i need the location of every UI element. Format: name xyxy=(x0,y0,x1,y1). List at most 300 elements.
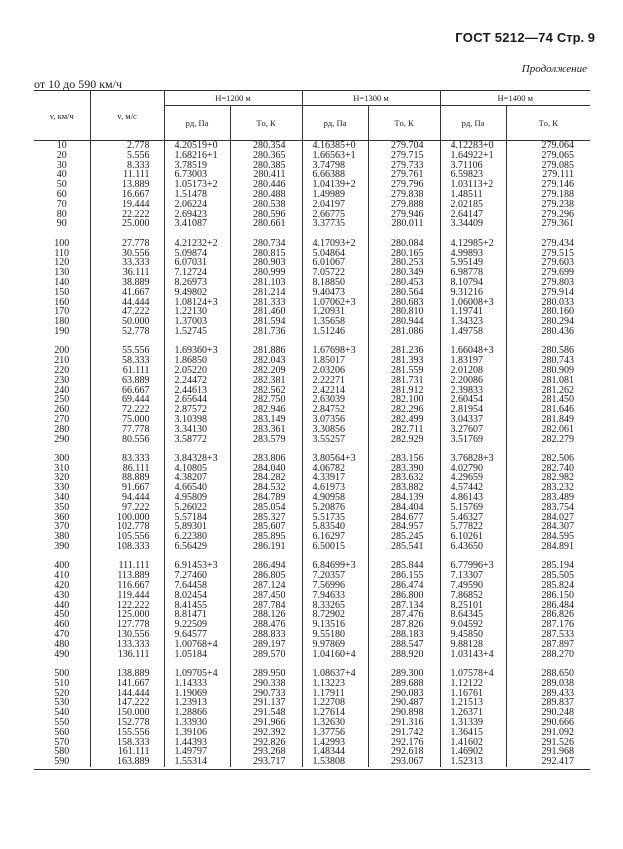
cell-temp-1300: 289.300 xyxy=(368,669,440,679)
cell-temp-1400: 286.484 xyxy=(541,599,574,611)
cell-temp-1300: 289.688 xyxy=(368,679,440,689)
cell-speed-kmh: 590 xyxy=(34,757,90,767)
cell-temp-1200: 284.789 xyxy=(230,493,302,503)
cell-pressure-1400: 7.49590 xyxy=(440,581,506,591)
cell-temp-1200: 280.488 xyxy=(230,190,302,200)
table-row xyxy=(34,415,590,425)
cell-pressure-1300: 3.80564+3 xyxy=(302,454,368,464)
cell-speed-kmh: 370 xyxy=(34,522,90,532)
cell-temp-1400: 279.064 xyxy=(541,140,574,151)
cell-pressure-1200: 2.44613 xyxy=(164,386,230,396)
cell-speed-ms: 147.222 xyxy=(90,698,164,708)
cell-temp-1300: 280.011 xyxy=(368,219,440,229)
cell-pressure-1200: 1.39106 xyxy=(164,728,230,738)
cell-pressure-1200: 1.51478 xyxy=(164,190,230,200)
cell-speed-ms: 91.667 xyxy=(90,483,164,493)
cell-pressure-1300: 4.33917 xyxy=(302,473,368,483)
cell-pressure-1300: 1.07062+3 xyxy=(302,298,368,308)
cell-temp-1400: 281.849 xyxy=(541,413,574,425)
cell-temp-1200: 282.043 xyxy=(230,356,302,366)
cell-pressure-1300: 9.55180 xyxy=(302,630,368,640)
table-row xyxy=(34,542,590,552)
cell-temp-1300: 288.920 xyxy=(368,650,440,660)
cell-pressure-1300: 2.66775 xyxy=(302,210,368,220)
row-spacer xyxy=(34,229,590,239)
cell-pressure-1300: 2.42214 xyxy=(302,386,368,396)
cell-temp-1300: 282.711 xyxy=(368,425,440,435)
cell-speed-ms: 83.333 xyxy=(90,454,164,464)
cell-pressure-1200: 6.56429 xyxy=(164,542,230,552)
cell-pressure-1400: 2.02185 xyxy=(440,200,506,210)
cell-speed-kmh: 430 xyxy=(34,591,90,601)
subheader-pressure: pд, Па xyxy=(440,106,506,141)
table-row xyxy=(34,268,590,278)
cell-pressure-1400: 5.15769 xyxy=(440,503,506,513)
cell-pressure-1400: 9.45850 xyxy=(440,630,506,640)
cell-pressure-1300: 1.08637+4 xyxy=(302,669,368,679)
cell-temp-1200: 281.460 xyxy=(230,307,302,317)
cell-temp-1300: 287.826 xyxy=(368,620,440,630)
cell-temp-1400: 290.666 xyxy=(541,717,574,728)
cell-temp-1400: 279.111 xyxy=(542,169,574,181)
cell-speed-ms: 130.556 xyxy=(90,630,164,640)
cell-temp-1200: 285.327 xyxy=(230,513,302,523)
cell-pressure-1200: 5.57184 xyxy=(164,513,230,523)
cell-pressure-1200: 9.64577 xyxy=(164,630,230,640)
cell-temp-1200: 287.784 xyxy=(230,601,302,611)
cell-pressure-1300: 1.22708 xyxy=(302,698,368,708)
cell-speed-kmh: 40 xyxy=(34,170,90,180)
table-row xyxy=(34,170,590,180)
cell-temp-1300: 279.761 xyxy=(368,170,440,180)
cell-pressure-1200: 2.65644 xyxy=(164,395,230,405)
cell-temp-1400: 279.515 xyxy=(541,247,574,259)
cell-speed-kmh: 270 xyxy=(34,415,90,425)
cell-temp-1400: 289.038 xyxy=(541,677,574,689)
cell-speed-kmh: 180 xyxy=(34,317,90,327)
cell-pressure-1300: 7.56996 xyxy=(302,581,368,591)
cell-pressure-1300: 1.51246 xyxy=(302,327,368,337)
cell-speed-kmh: 540 xyxy=(34,708,90,718)
cell-speed-kmh: 290 xyxy=(34,435,90,445)
cell-temp-1200: 281.736 xyxy=(230,327,302,337)
cell-pressure-1200: 4.10805 xyxy=(164,464,230,474)
cell-temp-1400: 291.968 xyxy=(541,746,574,758)
cell-pressure-1400: 3.04337 xyxy=(440,415,506,425)
cell-pressure-1300: 2.84752 xyxy=(302,405,368,415)
cell-temp-1300: 290.898 xyxy=(368,708,440,718)
cell-temp-1400: 280.909 xyxy=(541,364,574,376)
cell-pressure-1400: 4.02790 xyxy=(440,464,506,474)
cell-speed-kmh: 580 xyxy=(34,747,90,757)
cell-speed-ms: 119.444 xyxy=(90,591,164,601)
cell-speed-kmh: 170 xyxy=(34,307,90,317)
cell-speed-kmh: 300 xyxy=(34,454,90,464)
cell-temp-1300: 284.404 xyxy=(368,503,440,513)
cell-speed-ms: 38.889 xyxy=(90,278,164,288)
cell-pressure-1200: 4.20519+0 xyxy=(164,141,230,151)
cell-temp-1300: 280.253 xyxy=(368,258,440,268)
cell-temp-1200: 285.054 xyxy=(230,503,302,513)
cell-pressure-1300: 3.30856 xyxy=(302,425,368,435)
cell-pressure-1300: 2.03206 xyxy=(302,366,368,376)
cell-temp-1200: 287.450 xyxy=(230,591,302,601)
cell-pressure-1200: 1.28866 xyxy=(164,708,230,718)
cell-pressure-1400: 2.01208 xyxy=(440,366,506,376)
cell-temp-1300: 286.474 xyxy=(368,581,440,591)
cell-temp-1300: 283.882 xyxy=(368,483,440,493)
cell-pressure-1200: 4.66540 xyxy=(164,483,230,493)
cell-pressure-1200: 1.33930 xyxy=(164,718,230,728)
cell-pressure-1400: 3.51769 xyxy=(440,435,506,445)
cell-speed-kmh: 240 xyxy=(34,386,90,396)
cell-pressure-1400: 5.46327 xyxy=(440,513,506,523)
cell-pressure-1200: 2.06224 xyxy=(164,200,230,210)
cell-temp-1300: 284.957 xyxy=(368,522,440,532)
cell-speed-kmh: 480 xyxy=(34,640,90,650)
cell-speed-ms: 133.333 xyxy=(90,640,164,650)
cell-temp-1400: 281.646 xyxy=(541,404,574,416)
cell-temp-1300: 280.683 xyxy=(368,298,440,308)
cell-pressure-1200: 5.09874 xyxy=(164,249,230,259)
cell-temp-1400: 279.914 xyxy=(541,286,574,298)
cell-temp-1300: 280.165 xyxy=(368,249,440,259)
cell-temp-1400: 279.803 xyxy=(541,276,574,288)
atmosphere-table xyxy=(34,90,590,770)
cell-speed-kmh: 470 xyxy=(34,630,90,640)
cell-speed-kmh: 460 xyxy=(34,620,90,630)
cell-pressure-1200: 1.69360+3 xyxy=(164,346,230,356)
cell-pressure-1400: 4.29659 xyxy=(440,473,506,483)
cell-temp-1200: 280.999 xyxy=(230,268,302,278)
cell-temp-1300: 279.888 xyxy=(368,200,440,210)
cell-speed-ms: 80.556 xyxy=(90,435,164,445)
cell-pressure-1300: 1.04139+2 xyxy=(302,180,368,190)
table-row xyxy=(34,425,590,435)
cell-pressure-1400: 1.03143+4 xyxy=(440,650,506,660)
cell-temp-1400: 282.740 xyxy=(541,462,574,474)
table-row xyxy=(34,219,590,229)
cell-speed-ms: 138.889 xyxy=(90,669,164,679)
cell-temp-1200: 280.365 xyxy=(230,151,302,161)
cell-pressure-1200: 6.91453+3 xyxy=(164,561,230,571)
cell-pressure-1400: 1.66048+3 xyxy=(440,346,506,356)
table-row xyxy=(34,454,590,464)
cell-temp-1200: 280.354 xyxy=(230,141,302,151)
cell-pressure-1400: 1.36415 xyxy=(440,728,506,738)
cell-pressure-1400: 3.76828+3 xyxy=(440,454,506,464)
cell-speed-ms: 11.111 xyxy=(90,170,164,180)
cell-temp-1200: 280.411 xyxy=(230,170,302,180)
cell-speed-kmh: 490 xyxy=(34,650,90,660)
cell-temp-1200: 285.607 xyxy=(230,522,302,532)
cell-temp-1200: 292.826 xyxy=(230,738,302,748)
cell-temp-1300: 291.742 xyxy=(368,728,440,738)
cell-speed-ms: 27.778 xyxy=(90,239,164,249)
cell-speed-ms: 97.222 xyxy=(90,503,164,513)
row-spacer xyxy=(34,337,590,347)
subheader-temperature: Tо, К xyxy=(538,118,558,128)
cell-temp-1300: 281.559 xyxy=(368,366,440,376)
cell-temp-1200: 280.446 xyxy=(230,180,302,190)
cell-pressure-1200: 4.38207 xyxy=(164,473,230,483)
cell-speed-ms: 55.556 xyxy=(90,346,164,356)
cell-pressure-1300: 1.17911 xyxy=(302,689,368,699)
table-row xyxy=(34,151,590,161)
cell-temp-1200: 281.886 xyxy=(230,346,302,356)
cell-speed-ms: 66.667 xyxy=(90,386,164,396)
cell-temp-1400: 280.586 xyxy=(541,345,574,357)
cell-temp-1200: 284.532 xyxy=(230,483,302,493)
cell-pressure-1400: 6.59823 xyxy=(440,170,506,180)
cell-speed-kmh: 530 xyxy=(34,698,90,708)
cell-temp-1200: 291.137 xyxy=(230,698,302,708)
cell-pressure-1400: 1.48511 xyxy=(440,190,506,200)
cell-pressure-1200: 8.41455 xyxy=(164,601,230,611)
cell-pressure-1200: 1.37003 xyxy=(164,317,230,327)
cell-speed-ms: 44.444 xyxy=(90,298,164,308)
cell-temp-1400: 280.033 xyxy=(541,296,574,308)
row-spacer xyxy=(34,444,590,454)
cell-temp-1400: 281.450 xyxy=(541,394,574,406)
cell-pressure-1200: 8.26973 xyxy=(164,278,230,288)
cell-temp-1200: 280.815 xyxy=(230,249,302,259)
table-row xyxy=(34,239,590,249)
cell-pressure-1400: 1.52313 xyxy=(440,757,506,767)
cell-pressure-1300: 5.20876 xyxy=(302,503,368,513)
cell-temp-1300: 288.183 xyxy=(368,630,440,640)
cell-temp-1400: 288.650 xyxy=(541,668,574,680)
table-row xyxy=(34,356,590,366)
cell-pressure-1300: 1.67698+3 xyxy=(302,346,368,356)
cell-speed-ms: 72.222 xyxy=(90,405,164,415)
cell-temp-1200: 287.124 xyxy=(230,581,302,591)
cell-pressure-1200: 1.14333 xyxy=(164,679,230,689)
cell-speed-kmh: 500 xyxy=(34,669,90,679)
cell-pressure-1400: 3.71106 xyxy=(440,161,506,171)
cell-pressure-1400: 1.41602 xyxy=(440,738,506,748)
cell-temp-1300: 285.245 xyxy=(368,532,440,542)
cell-pressure-1300: 3.74798 xyxy=(302,161,368,171)
cell-pressure-1300: 1.66563+1 xyxy=(302,151,368,161)
cell-pressure-1200: 1.55314 xyxy=(164,757,230,767)
cell-temp-1300: 290.083 xyxy=(368,689,440,699)
cell-temp-1200: 282.562 xyxy=(230,386,302,396)
cell-temp-1200: 282.381 xyxy=(230,376,302,386)
cell-speed-kmh: 50 xyxy=(34,180,90,190)
cell-pressure-1400: 1.03113+2 xyxy=(440,180,506,190)
cell-temp-1200: 280.596 xyxy=(230,210,302,220)
cell-temp-1300: 290.487 xyxy=(368,698,440,708)
table-row xyxy=(34,405,590,415)
cell-pressure-1300: 1.20931 xyxy=(302,307,368,317)
cell-pressure-1400: 1.21513 xyxy=(440,698,506,708)
cell-temp-1400: 279.238 xyxy=(541,198,574,210)
cell-pressure-1200: 1.05173+2 xyxy=(164,180,230,190)
cell-pressure-1200: 6.73003 xyxy=(164,170,230,180)
cell-temp-1400: 289.433 xyxy=(541,687,574,699)
cell-speed-kmh: 310 xyxy=(34,464,90,474)
cell-pressure-1400: 1.46902 xyxy=(440,747,506,757)
cell-pressure-1200: 3.78519 xyxy=(164,161,230,171)
cell-temp-1200: 281.594 xyxy=(230,317,302,327)
cell-speed-kmh: 400 xyxy=(34,561,90,571)
cell-speed-ms: 88.889 xyxy=(90,473,164,483)
cell-temp-1300: 288.547 xyxy=(368,640,440,650)
cell-temp-1300: 283.632 xyxy=(368,473,440,483)
cell-pressure-1300: 1.04160+4 xyxy=(302,650,368,660)
table-row xyxy=(34,190,590,200)
cell-speed-ms: 136.111 xyxy=(90,650,164,660)
table-row xyxy=(34,346,590,356)
cell-temp-1200: 286.191 xyxy=(230,542,302,552)
cell-pressure-1200: 1.68216+1 xyxy=(164,151,230,161)
cell-pressure-1300: 1.42993 xyxy=(302,738,368,748)
cell-pressure-1400: 9.31216 xyxy=(440,288,506,298)
table-row xyxy=(34,249,590,259)
cell-pressure-1200: 8.81471 xyxy=(164,610,230,620)
cell-pressure-1200: 1.44393 xyxy=(164,738,230,748)
cell-pressure-1300: 2.04197 xyxy=(302,200,368,210)
cell-pressure-1200: 5.89301 xyxy=(164,522,230,532)
table-row xyxy=(34,288,590,298)
cell-pressure-1200: 7.12724 xyxy=(164,268,230,278)
cell-pressure-1200: 7.64458 xyxy=(164,581,230,591)
cell-pressure-1400: 1.64922+1 xyxy=(440,151,506,161)
cell-temp-1300: 282.100 xyxy=(368,395,440,405)
cell-temp-1200: 292.392 xyxy=(230,728,302,738)
cell-temp-1400: 279.434 xyxy=(541,237,574,249)
cell-temp-1300: 286.155 xyxy=(368,571,440,581)
cell-speed-kmh: 110 xyxy=(34,249,90,259)
cell-temp-1300: 280.084 xyxy=(368,239,440,249)
cell-temp-1300: 285.541 xyxy=(368,542,440,552)
cell-temp-1300: 281.086 xyxy=(368,327,440,337)
cell-temp-1300: 279.946 xyxy=(368,210,440,220)
table-row xyxy=(34,327,590,337)
cell-pressure-1200: 2.24472 xyxy=(164,376,230,386)
cell-temp-1400: 284.595 xyxy=(541,531,574,543)
cell-pressure-1400: 4.99893 xyxy=(440,249,506,259)
cell-pressure-1300: 1.85017 xyxy=(302,356,368,366)
cell-speed-kmh: 220 xyxy=(34,366,90,376)
cell-temp-1400: 291.092 xyxy=(541,726,574,738)
cell-speed-ms: 113.889 xyxy=(90,571,164,581)
cell-temp-1400: 290.248 xyxy=(541,707,574,719)
cell-pressure-1200: 1.23913 xyxy=(164,698,230,708)
row-spacer xyxy=(34,552,590,562)
cell-speed-ms: 163.889 xyxy=(90,757,164,767)
cell-pressure-1300: 9.40473 xyxy=(302,288,368,298)
cell-temp-1400: 283.489 xyxy=(541,492,574,504)
cell-temp-1400: 284.307 xyxy=(541,521,574,533)
cell-pressure-1200: 1.05184 xyxy=(164,650,230,660)
cell-speed-ms: 150.000 xyxy=(90,708,164,718)
cell-temp-1300: 291.316 xyxy=(368,718,440,728)
table-row xyxy=(34,317,590,327)
cell-temp-1200: 280.734 xyxy=(230,239,302,249)
cell-pressure-1400: 6.98778 xyxy=(440,268,506,278)
cell-temp-1200: 288.476 xyxy=(230,620,302,630)
cell-speed-ms: 77.778 xyxy=(90,425,164,435)
cell-speed-ms: 30.556 xyxy=(90,249,164,259)
cell-speed-kmh: 230 xyxy=(34,376,90,386)
cell-pressure-1400: 2.60454 xyxy=(440,395,506,405)
cell-pressure-1200: 1.52745 xyxy=(164,327,230,337)
cell-temp-1300: 284.677 xyxy=(368,513,440,523)
cell-pressure-1400: 2.39833 xyxy=(440,386,506,396)
cell-pressure-1200: 1.00768+4 xyxy=(164,640,230,650)
cell-speed-ms: 127.778 xyxy=(90,620,164,630)
cell-pressure-1300: 5.04864 xyxy=(302,249,368,259)
cell-speed-ms: 61.111 xyxy=(90,366,164,376)
cell-speed-ms: 144.444 xyxy=(90,689,164,699)
cell-temp-1400: 282.506 xyxy=(541,452,574,464)
cell-speed-kmh: 160 xyxy=(34,298,90,308)
cell-pressure-1200: 2.87572 xyxy=(164,405,230,415)
cell-pressure-1400: 7.86852 xyxy=(440,591,506,601)
cell-temp-1300: 285.844 xyxy=(368,561,440,571)
speed-range-label: от 10 до 590 км/ч xyxy=(34,77,122,91)
cell-speed-ms: 22.222 xyxy=(90,210,164,220)
cell-temp-1300: 281.236 xyxy=(368,346,440,356)
cell-pressure-1200: 4.95809 xyxy=(164,493,230,503)
cell-speed-ms: 47.222 xyxy=(90,307,164,317)
cell-temp-1400: 280.160 xyxy=(541,306,574,318)
cell-temp-1300: 281.912 xyxy=(368,386,440,396)
cell-speed-kmh: 10 xyxy=(34,141,90,151)
cell-pressure-1300: 3.55257 xyxy=(302,435,368,445)
cell-temp-1300: 279.838 xyxy=(368,190,440,200)
table-row xyxy=(34,258,590,268)
cell-pressure-1400: 4.86143 xyxy=(440,493,506,503)
cell-temp-1200: 282.946 xyxy=(230,405,302,415)
cell-pressure-1400: 8.64345 xyxy=(440,610,506,620)
cell-speed-ms: 19.444 xyxy=(90,200,164,210)
cell-pressure-1400: 6.43650 xyxy=(440,542,506,552)
cell-pressure-1400: 1.19741 xyxy=(440,307,506,317)
group-header-1300: H=1300 м xyxy=(302,91,440,106)
cell-temp-1200: 289.950 xyxy=(230,669,302,679)
cell-temp-1300: 287.134 xyxy=(368,601,440,611)
cell-speed-ms: 125.000 xyxy=(90,610,164,620)
cell-speed-ms: 141.667 xyxy=(90,679,164,689)
cell-speed-kmh: 350 xyxy=(34,503,90,513)
cell-temp-1200: 284.282 xyxy=(230,473,302,483)
cell-speed-ms: 108.333 xyxy=(90,542,164,552)
cell-pressure-1300: 6.84699+3 xyxy=(302,561,368,571)
cell-speed-kmh: 560 xyxy=(34,728,90,738)
cell-temp-1200: 282.209 xyxy=(230,366,302,376)
subheader-temperature: Tо, К xyxy=(230,106,302,141)
table-row xyxy=(34,650,590,660)
table-row xyxy=(34,386,590,396)
cell-temp-1200: 285.895 xyxy=(230,532,302,542)
cell-temp-1400: 292.417 xyxy=(541,756,574,768)
cell-speed-ms: 13.889 xyxy=(90,180,164,190)
cell-speed-kmh: 200 xyxy=(34,346,90,356)
cell-pressure-1400: 1.06008+3 xyxy=(440,298,506,308)
cell-speed-ms: 25.000 xyxy=(90,219,164,229)
table-row xyxy=(34,757,590,767)
cell-temp-1400: 286.826 xyxy=(541,609,574,621)
cell-temp-1400: 279.296 xyxy=(541,208,574,220)
continuation-label: Продолжение xyxy=(521,63,587,75)
cell-temp-1300: 279.733 xyxy=(368,161,440,171)
cell-speed-kmh: 360 xyxy=(34,513,90,523)
cell-temp-1300: 284.139 xyxy=(368,493,440,503)
cell-pressure-1300: 8.18850 xyxy=(302,278,368,288)
